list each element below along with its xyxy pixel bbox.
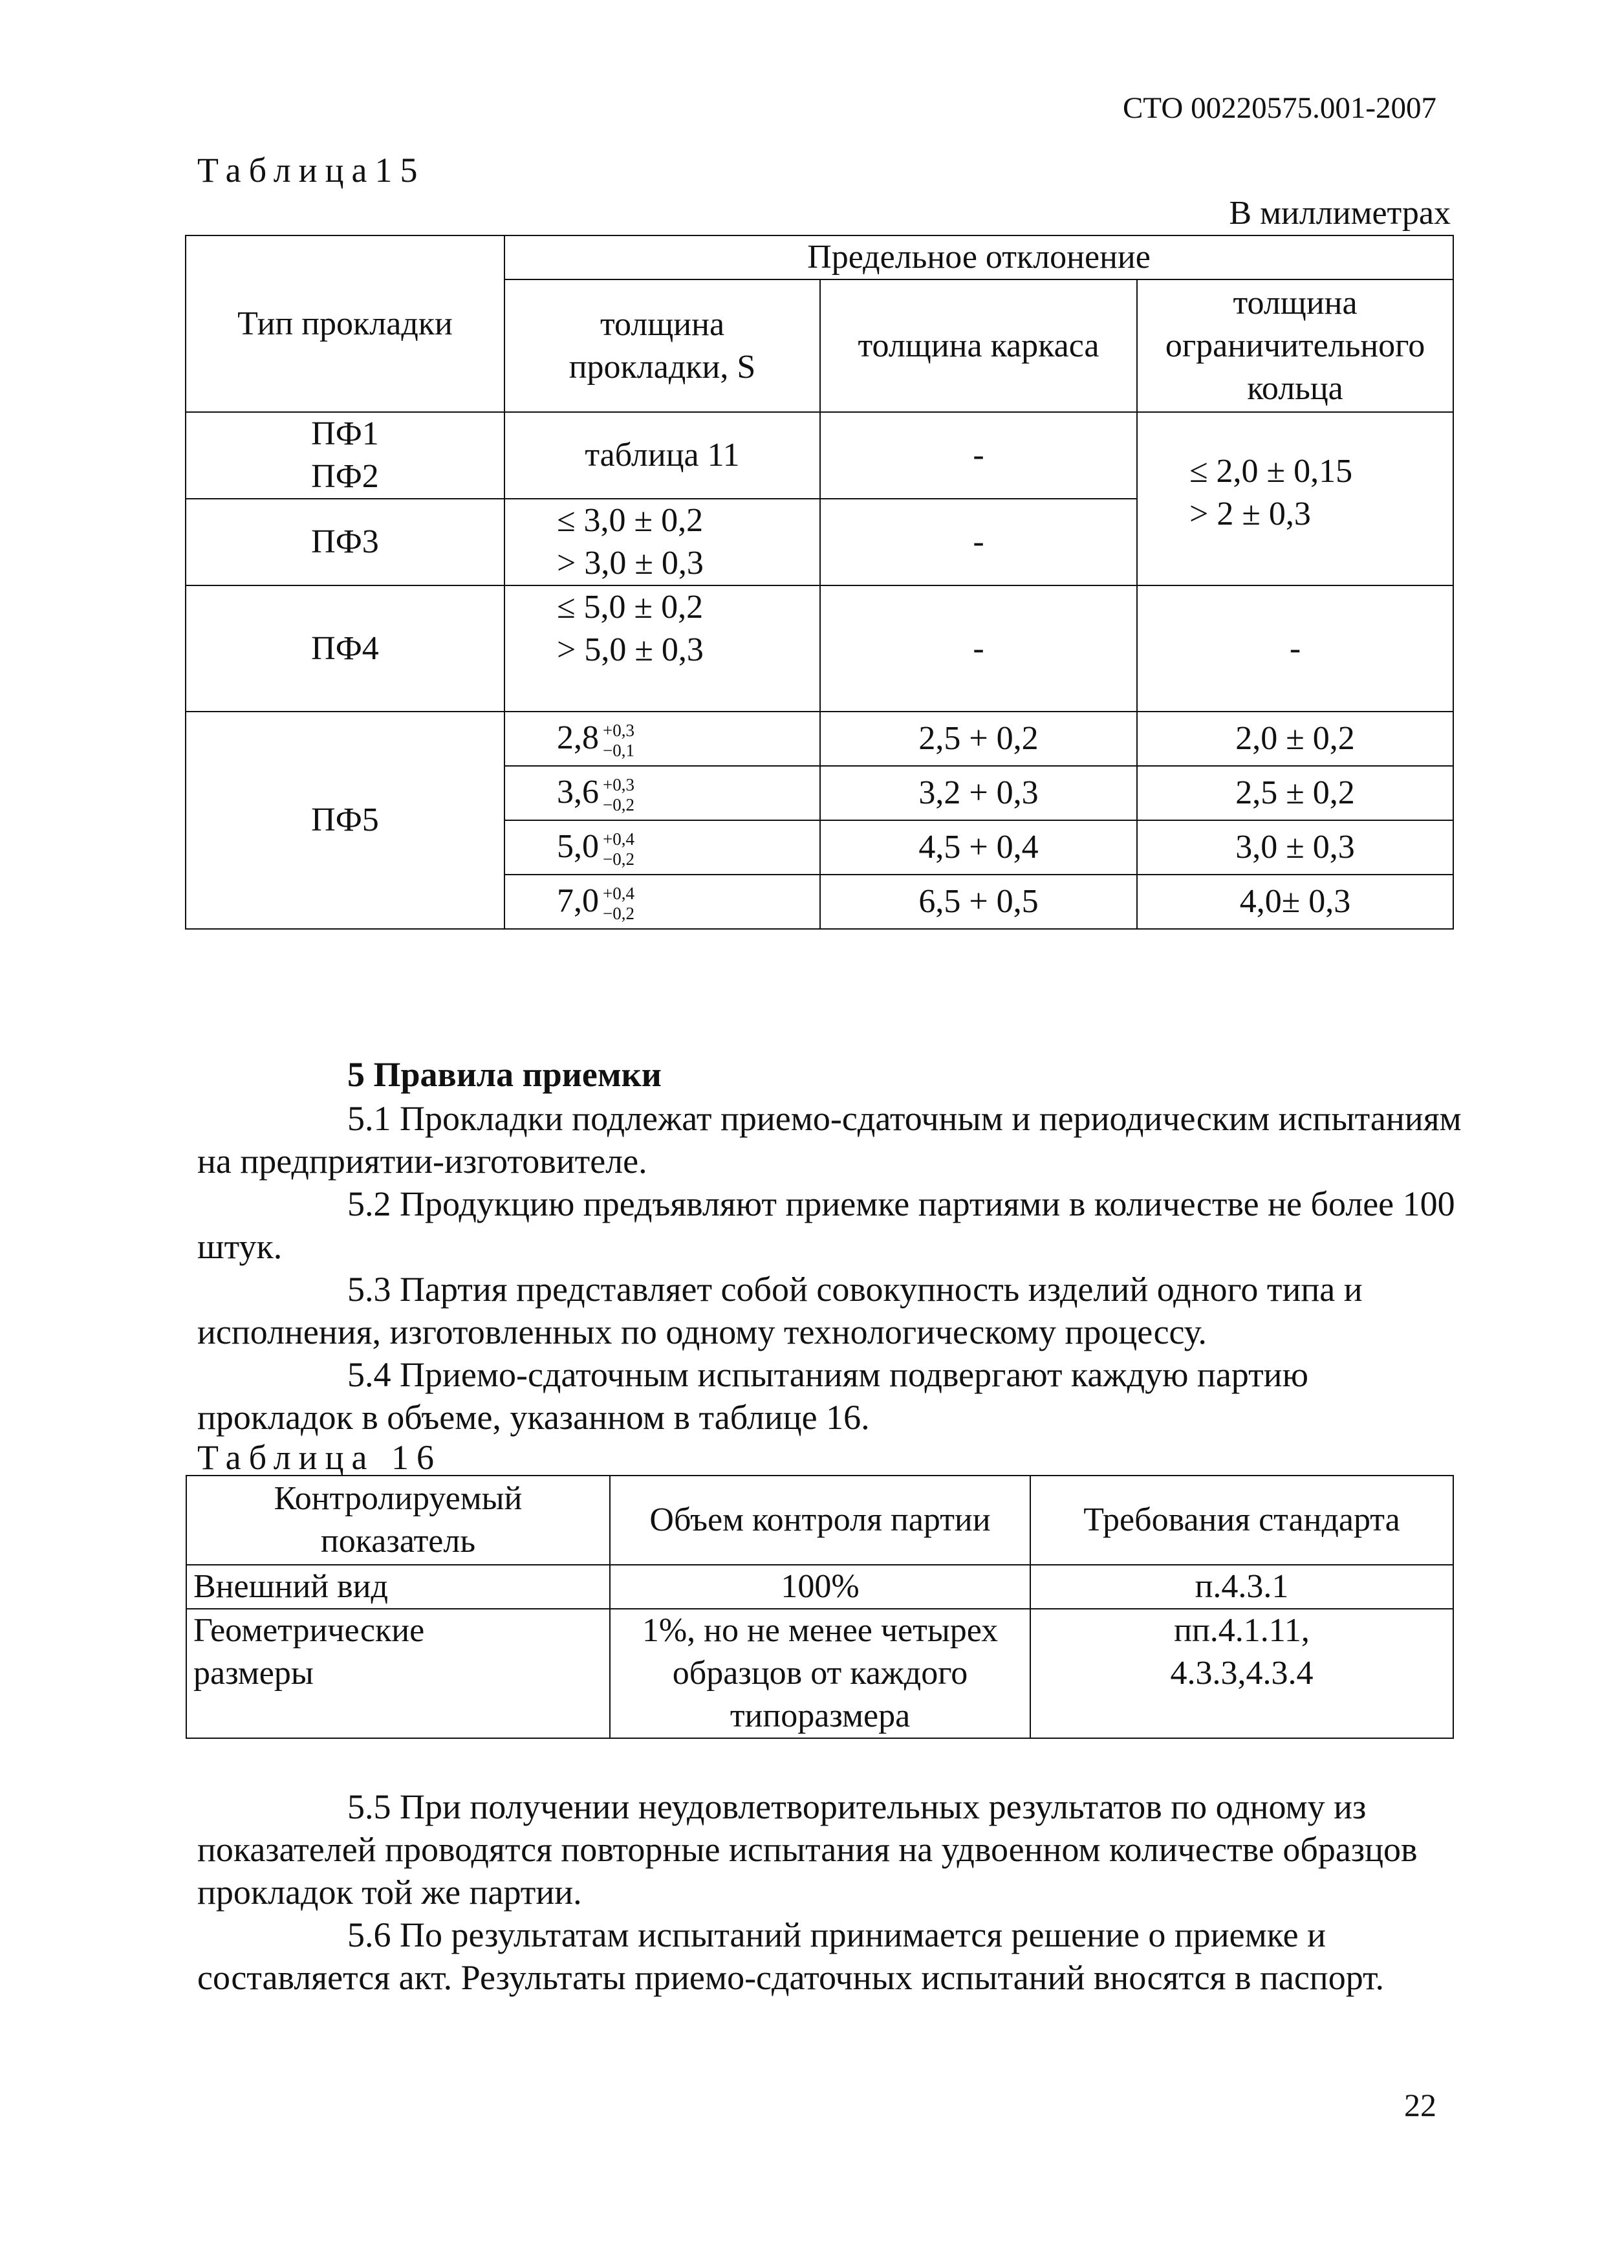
header-requirement: Требования стандарта — [1030, 1476, 1453, 1565]
lower-tol-pf5-1: −0,1 — [603, 741, 634, 761]
table-row-pf12 — [186, 412, 1453, 499]
cell-indicator-geometry — [186, 1609, 610, 1738]
cell-volume-appearance — [610, 1565, 1030, 1609]
cell-thickness-pf4 — [504, 585, 820, 712]
table-15-header-row-1 — [186, 235, 1453, 279]
header-indicator — [186, 1476, 610, 1565]
thickness-pf3-line2: > 3,0 ± 0,3 — [557, 545, 704, 582]
table-16-header-row — [186, 1476, 1453, 1565]
cell-frame-pf5-3: 4,5 + 0,4 — [820, 820, 1137, 875]
ring-shared-line2: > 2 ± 0,3 — [1189, 496, 1311, 532]
header-thickness-line1: толщина — [600, 305, 725, 343]
document-code: СТО 00220575.001-2007 — [1122, 91, 1436, 125]
page-number: 22 — [1404, 2087, 1436, 2123]
cell-type-pf4: ПФ4 — [186, 585, 504, 712]
thickness-pf4-line2: > 5,0 ± 0,3 — [557, 631, 704, 668]
table-15-caption: Таблица15 — [197, 151, 426, 190]
volume-geometry-line3: типоразмера — [730, 1697, 911, 1734]
header-type: Тип прокладки — [186, 235, 504, 412]
paragraph-5-1: 5.1 Прокладки подлежат приемо-сдаточным и периодическим испытаниям на предприятии-изготовителе. — [197, 1099, 1462, 1181]
ring-shared-line1: ≤ 2,0 ± 0,15 — [1189, 453, 1353, 490]
cell-frame-pf4: - — [820, 585, 1137, 712]
upper-tol-pf5-3: +0,4 — [603, 829, 634, 849]
header-volume: Объем контроля партии — [610, 1476, 1030, 1565]
header-ring-line1: толщина — [1233, 284, 1358, 322]
header-thickness — [504, 279, 820, 412]
cell-thickness-pf5-1 — [504, 712, 820, 766]
cell-thickness-pf12: таблица 11 — [504, 412, 820, 499]
cell-frame-pf3: - — [820, 499, 1137, 585]
cell-type-pf5: ПФ5 — [186, 712, 504, 929]
volume-appearance-line1: 100% — [781, 1568, 860, 1605]
upper-tol-pf5-1: +0,3 — [603, 721, 634, 741]
nominal-pf5-1: 2,8 — [557, 719, 599, 756]
table-16-row-geometry — [186, 1609, 1453, 1738]
requirement-appearance-line1: п.4.3.1 — [1195, 1568, 1289, 1605]
paragraph-5-3: 5.3 Партия представляет собой совокупность изделий одного типа и исполнения, изготовленных по одному технологическому процессу. — [197, 1270, 1363, 1351]
table-row-pf5-1 — [186, 712, 1453, 766]
table-row-pf4 — [186, 585, 1453, 712]
cell-frame-pf5-2: 3,2 + 0,3 — [820, 766, 1137, 820]
lower-tol-pf5-4: −0,2 — [603, 904, 634, 924]
table-16-row-appearance — [186, 1565, 1453, 1609]
requirement-geometry-line1: пп.4.1.11, — [1174, 1612, 1310, 1649]
indicator-geometry-line1: Геометрические — [193, 1612, 425, 1649]
volume-geometry-line1: 1%, но не менее четырех — [642, 1612, 999, 1649]
paragraph-5-5: 5.5 При получении неудовлетворительных результатов по одному из показателей проводятся повторные испытания на удвоенном количестве образцов прокладок той же партии. — [197, 1787, 1418, 1912]
lower-tol-pf5-3: −0,2 — [603, 849, 634, 869]
cell-frame-pf12: - — [820, 412, 1137, 499]
tolerance-pf5-3 — [603, 829, 634, 869]
upper-tol-pf5-2: +0,3 — [603, 775, 634, 795]
header-indicator-line2: показатель — [320, 1523, 476, 1560]
nominal-pf5-3: 5,0 — [557, 827, 599, 865]
cell-ring-pf4: - — [1137, 585, 1453, 712]
header-indicator-line1: Контролируемый — [274, 1480, 523, 1517]
cell-ring-shared — [1137, 412, 1453, 585]
cell-thickness-pf5-2 — [504, 766, 820, 820]
type-pf1: ПФ1 — [311, 415, 379, 452]
lower-tol-pf5-2: −0,2 — [603, 795, 634, 815]
nominal-pf5-4: 7,0 — [557, 882, 599, 919]
table-16 — [186, 1475, 1454, 1739]
paragraph-5-4: 5.4 Приемо-сдаточным испытаниям подвергают каждую партию прокладок в объеме, указанном в таблице 16. — [197, 1355, 1308, 1437]
table-15-units: В миллиметрах — [1229, 195, 1451, 232]
cell-type-pf12 — [186, 412, 504, 499]
nominal-pf5-2: 3,6 — [557, 773, 599, 811]
paragraph-5-6: 5.6 По результатам испытаний принимается решение о приемке и составляется акт. Результаты приемо-сдаточных испытаний вносятся в паспорт. — [197, 1915, 1385, 1997]
header-deviation-group: Предельное отклонение — [504, 235, 1453, 279]
cell-requirement-appearance — [1030, 1565, 1453, 1609]
paragraph-5-2: 5.2 Продукцию предъявляют приемке партиями в количестве не более 100 штук. — [197, 1184, 1455, 1266]
cell-frame-pf5-1: 2,5 + 0,2 — [820, 712, 1137, 766]
requirement-geometry-line2: 4.3.3,4.3.4 — [1170, 1655, 1314, 1692]
header-thickness-line2: прокладки, S — [568, 348, 756, 386]
header-ring — [1137, 279, 1453, 412]
table-16-caption: Таблица 16 — [197, 1438, 442, 1477]
cell-ring-pf5-3: 3,0 ± 0,3 — [1137, 820, 1453, 875]
cell-thickness-pf3 — [504, 499, 820, 585]
header-frame: толщина каркаса — [820, 279, 1137, 412]
indicator-appearance-line1: Внешний вид — [193, 1568, 388, 1605]
cell-thickness-pf5-3 — [504, 820, 820, 875]
tolerance-pf5-1 — [603, 721, 634, 761]
cell-type-pf3: ПФ3 — [186, 499, 504, 585]
table-15 — [185, 235, 1454, 930]
volume-geometry-line2: образцов от каждого — [672, 1655, 968, 1692]
cell-volume-geometry — [610, 1609, 1030, 1738]
indicator-geometry-line2: размеры — [193, 1655, 314, 1692]
cell-frame-pf5-4: 6,5 + 0,5 — [820, 875, 1137, 929]
cell-ring-pf5-1: 2,0 ± 0,2 — [1137, 712, 1453, 766]
header-ring-line3: кольца — [1247, 369, 1343, 407]
cell-thickness-pf5-4 — [504, 875, 820, 929]
section-5-heading: 5 Правила приемки — [347, 1055, 662, 1094]
thickness-pf3-line1: ≤ 3,0 ± 0,2 — [557, 502, 704, 539]
cell-ring-pf5-4: 4,0± 0,3 — [1137, 875, 1453, 929]
upper-tol-pf5-4: +0,4 — [603, 884, 634, 904]
tolerance-pf5-4 — [603, 884, 634, 924]
cell-indicator-appearance — [186, 1565, 610, 1609]
thickness-pf4-line1: ≤ 5,0 ± 0,2 — [557, 589, 704, 626]
type-pf2: ПФ2 — [311, 458, 379, 495]
cell-ring-pf5-2: 2,5 ± 0,2 — [1137, 766, 1453, 820]
cell-requirement-geometry — [1030, 1609, 1453, 1738]
header-ring-line2: ограничительного — [1165, 327, 1425, 364]
tolerance-pf5-2 — [603, 775, 634, 815]
